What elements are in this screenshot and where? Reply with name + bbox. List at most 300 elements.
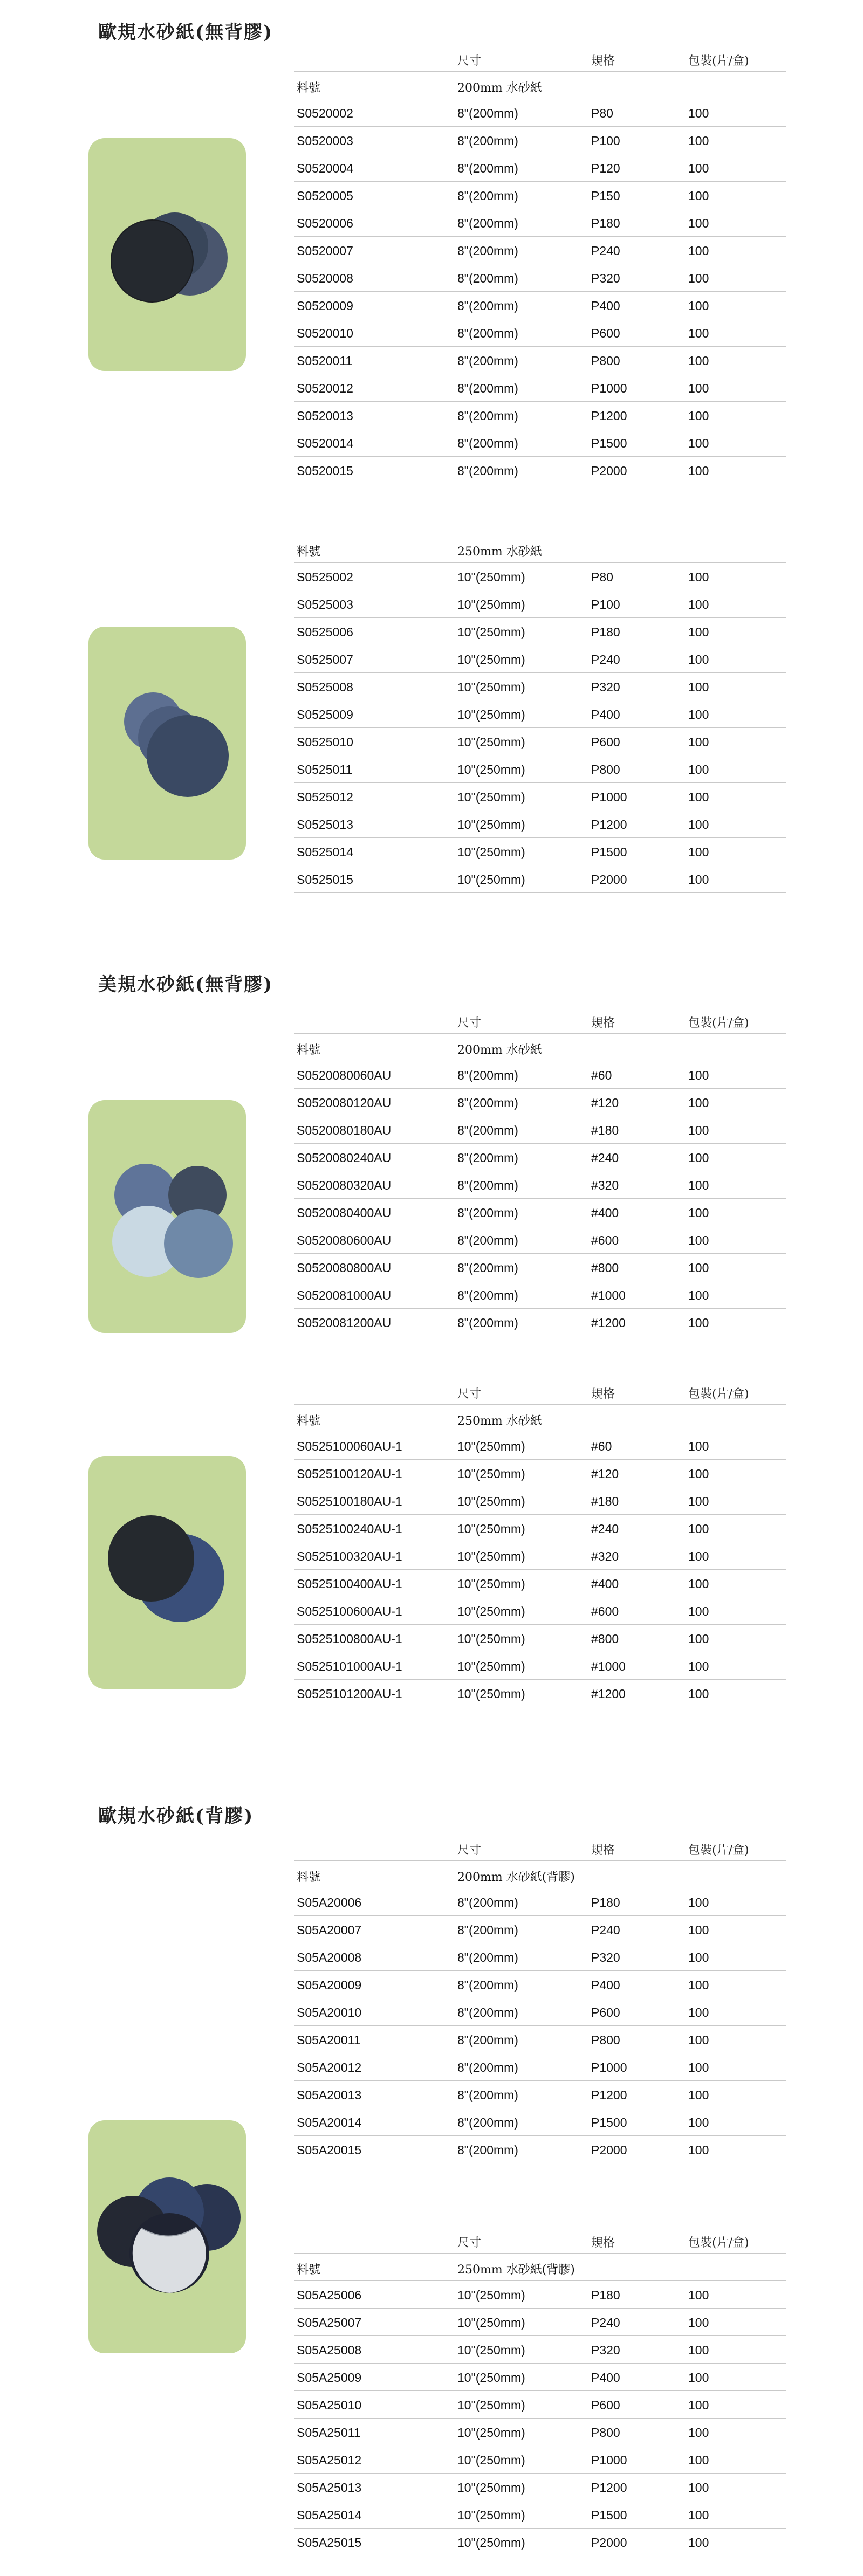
part-number: S0520081200AU bbox=[297, 1316, 392, 1330]
part-number-label: 料號 bbox=[297, 1414, 321, 1428]
table-label-row bbox=[294, 1404, 786, 1432]
part-number: S0520080400AU bbox=[297, 1206, 392, 1220]
pack-qty: 100 bbox=[688, 735, 709, 749]
grit: P1200 bbox=[591, 2481, 627, 2495]
grit: P600 bbox=[591, 2005, 620, 2019]
grit: P400 bbox=[591, 299, 620, 313]
size: 8"(200mm) bbox=[457, 244, 518, 258]
part-number: S0525100800AU-1 bbox=[297, 1632, 402, 1646]
grit: P320 bbox=[591, 2343, 620, 2357]
table-row bbox=[294, 99, 786, 127]
grit: P1000 bbox=[591, 381, 627, 395]
part-number: S05A20010 bbox=[297, 2005, 362, 2019]
pack-qty: 100 bbox=[688, 1178, 709, 1192]
pack-qty: 100 bbox=[688, 2508, 709, 2522]
table-row bbox=[294, 1487, 786, 1515]
size: 8"(200mm) bbox=[457, 106, 518, 120]
size: 10"(250mm) bbox=[457, 707, 525, 722]
size: 8"(200mm) bbox=[457, 464, 518, 478]
part-number: S0520004 bbox=[297, 161, 353, 175]
part-number: S0525008 bbox=[297, 680, 353, 694]
table-row bbox=[294, 728, 786, 755]
pack-qty: 100 bbox=[688, 1206, 709, 1220]
grit: P180 bbox=[591, 625, 620, 639]
part-number-label: 料號 bbox=[297, 545, 321, 559]
part-number: S05A25006 bbox=[297, 2288, 362, 2302]
part-number: S0525100600AU-1 bbox=[297, 1604, 402, 1618]
pack-qty: 100 bbox=[688, 244, 709, 258]
part-number: S05A25012 bbox=[297, 2453, 362, 2467]
part-number: S0525100400AU-1 bbox=[297, 1577, 402, 1591]
grit: P800 bbox=[591, 763, 620, 777]
table-body bbox=[294, 1860, 786, 2163]
grit: P180 bbox=[591, 2288, 620, 2302]
size: 10"(250mm) bbox=[457, 652, 525, 667]
size: 10"(250mm) bbox=[457, 2508, 525, 2522]
grit: #60 bbox=[591, 1068, 612, 1082]
part-number: S0525014 bbox=[297, 845, 353, 859]
pack-qty: 100 bbox=[688, 1978, 709, 1992]
pack-qty: 100 bbox=[688, 134, 709, 148]
grit: P600 bbox=[591, 326, 620, 340]
part-number: S0520005 bbox=[297, 189, 353, 203]
grit: P320 bbox=[591, 271, 620, 285]
table-row bbox=[294, 402, 786, 429]
size: 8"(200mm) bbox=[457, 189, 518, 203]
size-category-label: 200mm 水砂紙 bbox=[457, 1043, 542, 1057]
grit: #400 bbox=[591, 1206, 619, 1220]
pack-qty: 100 bbox=[688, 1659, 709, 1673]
pack-qty: 100 bbox=[688, 1261, 709, 1275]
pack-qty: 100 bbox=[688, 2536, 709, 2550]
table-row bbox=[294, 590, 786, 618]
part-number: S0525101200AU-1 bbox=[297, 1687, 402, 1701]
part-number-label: 料號 bbox=[297, 81, 321, 95]
part-number: S0525012 bbox=[297, 790, 353, 804]
pack-qty: 100 bbox=[688, 2481, 709, 2495]
grit: #600 bbox=[591, 1604, 619, 1618]
size: 10"(250mm) bbox=[457, 1522, 525, 1536]
table-row bbox=[294, 645, 786, 673]
table-header-row bbox=[294, 1377, 786, 1404]
pack-qty: 100 bbox=[688, 2288, 709, 2302]
size: 8"(200mm) bbox=[457, 1950, 518, 1964]
size: 8"(200mm) bbox=[457, 409, 518, 423]
grit: P150 bbox=[591, 189, 620, 203]
size: 8"(200mm) bbox=[457, 161, 518, 175]
table-row bbox=[294, 127, 786, 154]
grit: #600 bbox=[591, 1233, 619, 1247]
part-number: S0525010 bbox=[297, 735, 353, 749]
size: 8"(200mm) bbox=[457, 326, 518, 340]
grit: #320 bbox=[591, 1178, 619, 1192]
size: 10"(250mm) bbox=[457, 763, 525, 777]
table-row bbox=[294, 2108, 786, 2136]
table-row bbox=[294, 347, 786, 374]
table-header-row bbox=[294, 44, 786, 71]
table-row bbox=[294, 1597, 786, 1625]
part-number: S0520080600AU bbox=[297, 1233, 392, 1247]
size: 8"(200mm) bbox=[457, 1178, 518, 1192]
section-title-us-no-adhesive: 美規水砂紙(無背膠) bbox=[98, 974, 273, 995]
pack-qty: 100 bbox=[688, 1687, 709, 1701]
grit: P1500 bbox=[591, 2115, 627, 2130]
size-category-label: 250mm 水砂紙(背膠) bbox=[457, 2263, 575, 2277]
part-number: S0520011 bbox=[297, 354, 353, 368]
part-number: S0520003 bbox=[297, 134, 353, 148]
size: 10"(250mm) bbox=[457, 2371, 525, 2385]
size: 8"(200mm) bbox=[457, 299, 518, 313]
pack-qty: 100 bbox=[688, 2033, 709, 2047]
table-body bbox=[294, 71, 786, 484]
header-size: 尺寸 bbox=[457, 1387, 482, 1401]
part-number: S0525100320AU-1 bbox=[297, 1549, 402, 1563]
part-number: S05A25009 bbox=[297, 2371, 362, 2385]
part-number: S0525100180AU-1 bbox=[297, 1494, 402, 1508]
size: 8"(200mm) bbox=[457, 216, 518, 230]
part-number-label: 料號 bbox=[297, 1043, 321, 1057]
pack-qty: 100 bbox=[688, 1233, 709, 1247]
table-row bbox=[294, 1061, 786, 1089]
part-number: S0520007 bbox=[297, 244, 353, 258]
part-number: S0525015 bbox=[297, 873, 353, 887]
spec-table-eu-adhesive-250mm bbox=[294, 2226, 786, 2556]
size: 10"(250mm) bbox=[457, 1659, 525, 1673]
table-label-row bbox=[294, 535, 786, 563]
size: 8"(200mm) bbox=[457, 2115, 518, 2130]
table-row bbox=[294, 1309, 786, 1336]
table-row bbox=[294, 182, 786, 209]
spec-table-eu-200mm bbox=[294, 44, 786, 484]
table-row bbox=[294, 264, 786, 292]
size: 8"(200mm) bbox=[457, 134, 518, 148]
grit: #180 bbox=[591, 1123, 619, 1137]
grit: #800 bbox=[591, 1261, 619, 1275]
pack-qty: 100 bbox=[688, 652, 709, 667]
pack-qty: 100 bbox=[688, 1096, 709, 1110]
size: 10"(250mm) bbox=[457, 1632, 525, 1646]
pack-qty: 100 bbox=[688, 2453, 709, 2467]
product-image-eu-250mm bbox=[88, 627, 246, 860]
table-label-row bbox=[294, 1860, 786, 1888]
part-number: S0520012 bbox=[297, 381, 353, 395]
table-body bbox=[294, 1404, 786, 1707]
size: 10"(250mm) bbox=[457, 2536, 525, 2550]
table-row bbox=[294, 374, 786, 402]
table-row bbox=[294, 1171, 786, 1199]
header-spec: 規格 bbox=[591, 1844, 615, 1857]
table-row bbox=[294, 2446, 786, 2474]
grit: P320 bbox=[591, 680, 620, 694]
table-row bbox=[294, 1089, 786, 1116]
table-row bbox=[294, 2391, 786, 2419]
part-number: S05A20015 bbox=[297, 2143, 362, 2157]
part-number: S0520081000AU bbox=[297, 1288, 392, 1302]
spec-table-us-200mm bbox=[294, 1006, 786, 1336]
table-label-row bbox=[294, 71, 786, 99]
size: 10"(250mm) bbox=[457, 1604, 525, 1618]
spec-table-us-250mm bbox=[294, 1377, 786, 1707]
pack-qty: 100 bbox=[688, 1151, 709, 1165]
pack-qty: 100 bbox=[688, 2343, 709, 2357]
part-number: S0520010 bbox=[297, 326, 353, 340]
table-header-row bbox=[294, 2226, 786, 2253]
pack-qty: 100 bbox=[688, 464, 709, 478]
header-pack: 包裝(片/盒) bbox=[688, 54, 749, 68]
grit: #120 bbox=[591, 1467, 619, 1481]
size: 10"(250mm) bbox=[457, 2343, 525, 2357]
grit: P1200 bbox=[591, 2088, 627, 2102]
size: 10"(250mm) bbox=[457, 818, 525, 832]
part-number: S0525100240AU-1 bbox=[297, 1522, 402, 1536]
table-row bbox=[294, 2419, 786, 2446]
part-number: S0520080240AU bbox=[297, 1151, 392, 1165]
part-number: S05A25014 bbox=[297, 2508, 362, 2522]
grit: P180 bbox=[591, 1895, 620, 1909]
size: 10"(250mm) bbox=[457, 2316, 525, 2330]
table-row bbox=[294, 2081, 786, 2108]
part-number: S05A25015 bbox=[297, 2536, 362, 2550]
table-row bbox=[294, 237, 786, 264]
table-row bbox=[294, 2281, 786, 2309]
table-label-row bbox=[294, 1033, 786, 1061]
table-row bbox=[294, 1199, 786, 1226]
spec-table-eu-250mm bbox=[294, 535, 786, 893]
size: 10"(250mm) bbox=[457, 873, 525, 887]
size-category-label: 200mm 水砂紙 bbox=[457, 81, 542, 95]
pack-qty: 100 bbox=[688, 597, 709, 612]
pack-qty: 100 bbox=[688, 161, 709, 175]
header-size: 尺寸 bbox=[457, 2236, 482, 2250]
part-number: S0520080180AU bbox=[297, 1123, 392, 1137]
table-row bbox=[294, 755, 786, 783]
part-number: S05A25008 bbox=[297, 2343, 362, 2357]
pack-qty: 100 bbox=[688, 680, 709, 694]
part-number: S05A25013 bbox=[297, 2481, 362, 2495]
pack-qty: 100 bbox=[688, 1604, 709, 1618]
size: 10"(250mm) bbox=[457, 1549, 525, 1563]
table-row bbox=[294, 2501, 786, 2529]
pack-qty: 100 bbox=[688, 763, 709, 777]
grit: P2000 bbox=[591, 464, 627, 478]
size: 10"(250mm) bbox=[457, 1687, 525, 1701]
size: 10"(250mm) bbox=[457, 2398, 525, 2412]
table-row bbox=[294, 700, 786, 728]
grit: P80 bbox=[591, 570, 613, 584]
part-number: S0525100120AU-1 bbox=[297, 1467, 402, 1481]
size: 8"(200mm) bbox=[457, 1895, 518, 1909]
grit: #1200 bbox=[591, 1316, 626, 1330]
table-row bbox=[294, 2136, 786, 2163]
table-row bbox=[294, 1652, 786, 1680]
grit: P240 bbox=[591, 2316, 620, 2330]
table-row bbox=[294, 1460, 786, 1487]
table-row bbox=[294, 2053, 786, 2081]
table-row bbox=[294, 1116, 786, 1144]
grit: #320 bbox=[591, 1549, 619, 1563]
grit: #1000 bbox=[591, 1288, 626, 1302]
table-row bbox=[294, 1943, 786, 1971]
pack-qty: 100 bbox=[688, 1577, 709, 1591]
size: 10"(250mm) bbox=[457, 570, 525, 584]
size: 8"(200mm) bbox=[457, 1923, 518, 1937]
grit: #60 bbox=[591, 1439, 612, 1453]
table-row bbox=[294, 563, 786, 590]
part-number: S0520015 bbox=[297, 464, 353, 478]
table-row bbox=[294, 865, 786, 893]
table-body bbox=[294, 535, 786, 893]
pack-qty: 100 bbox=[688, 1950, 709, 1964]
part-number: S05A25007 bbox=[297, 2316, 362, 2330]
pack-qty: 100 bbox=[688, 1549, 709, 1563]
header-pack: 包裝(片/盒) bbox=[688, 1844, 749, 1857]
part-number: S05A20012 bbox=[297, 2060, 362, 2074]
grit: P800 bbox=[591, 354, 620, 368]
size: 8"(200mm) bbox=[457, 354, 518, 368]
table-row bbox=[294, 209, 786, 237]
header-size: 尺寸 bbox=[457, 54, 482, 68]
table-row bbox=[294, 2364, 786, 2391]
table-row bbox=[294, 1144, 786, 1171]
size-category-label: 250mm 水砂紙 bbox=[457, 545, 542, 559]
grit: P240 bbox=[591, 244, 620, 258]
pack-qty: 100 bbox=[688, 2143, 709, 2157]
table-row bbox=[294, 1570, 786, 1597]
pack-qty: 100 bbox=[688, 1522, 709, 1536]
pack-qty: 100 bbox=[688, 189, 709, 203]
part-number: S05A25011 bbox=[297, 2426, 361, 2440]
part-number: S0525009 bbox=[297, 707, 353, 722]
grit: P400 bbox=[591, 707, 620, 722]
size: 8"(200mm) bbox=[457, 2143, 518, 2157]
pack-qty: 100 bbox=[688, 1467, 709, 1481]
pack-qty: 100 bbox=[688, 1439, 709, 1453]
part-number: S0525007 bbox=[297, 652, 353, 667]
part-number: S0525006 bbox=[297, 625, 353, 639]
table-header-row bbox=[294, 1833, 786, 1860]
pack-qty: 100 bbox=[688, 354, 709, 368]
part-number: S05A20014 bbox=[297, 2115, 362, 2130]
grit: P2000 bbox=[591, 873, 627, 887]
grit: P1500 bbox=[591, 845, 627, 859]
part-number: S0520009 bbox=[297, 299, 353, 313]
grit: P1500 bbox=[591, 436, 627, 450]
size: 10"(250mm) bbox=[457, 1467, 525, 1481]
pack-qty: 100 bbox=[688, 299, 709, 313]
pack-qty: 100 bbox=[688, 790, 709, 804]
part-number: S0520080320AU bbox=[297, 1178, 392, 1192]
header-spec: 規格 bbox=[591, 1387, 615, 1401]
part-number: S0520080060AU bbox=[297, 1068, 392, 1082]
grit: P800 bbox=[591, 2033, 620, 2047]
size: 10"(250mm) bbox=[457, 2481, 525, 2495]
part-number: S0525100060AU-1 bbox=[297, 1439, 402, 1453]
part-number-label: 料號 bbox=[297, 1871, 321, 1884]
grit: P120 bbox=[591, 161, 620, 175]
pack-qty: 100 bbox=[688, 2426, 709, 2440]
table-row bbox=[294, 457, 786, 484]
table-row bbox=[294, 1971, 786, 1998]
table-row bbox=[294, 1432, 786, 1460]
size: 8"(200mm) bbox=[457, 1978, 518, 1992]
part-number: S05A20007 bbox=[297, 1923, 362, 1937]
pack-qty: 100 bbox=[688, 1923, 709, 1937]
table-row bbox=[294, 783, 786, 810]
pack-qty: 100 bbox=[688, 1123, 709, 1137]
table-label-row bbox=[294, 2253, 786, 2281]
size: 8"(200mm) bbox=[457, 2060, 518, 2074]
size: 10"(250mm) bbox=[457, 625, 525, 639]
pack-qty: 100 bbox=[688, 106, 709, 120]
grit: P400 bbox=[591, 2371, 620, 2385]
table-row bbox=[294, 292, 786, 319]
pack-qty: 100 bbox=[688, 2398, 709, 2412]
grit: P1200 bbox=[591, 409, 627, 423]
pack-qty: 100 bbox=[688, 1895, 709, 1909]
size: 8"(200mm) bbox=[457, 1096, 518, 1110]
table-row bbox=[294, 2026, 786, 2053]
table-row bbox=[294, 1625, 786, 1652]
grit: P400 bbox=[591, 1978, 620, 1992]
part-number: S05A20011 bbox=[297, 2033, 361, 2047]
header-pack: 包裝(片/盒) bbox=[688, 1016, 749, 1030]
part-number: S0525002 bbox=[297, 570, 353, 584]
size: 10"(250mm) bbox=[457, 1577, 525, 1591]
part-number: S0525013 bbox=[297, 818, 353, 832]
product-image-us-200mm bbox=[88, 1100, 246, 1333]
size: 8"(200mm) bbox=[457, 2033, 518, 2047]
grit: #120 bbox=[591, 1096, 619, 1110]
product-image-eu-adhesive bbox=[88, 2120, 246, 2353]
table-row bbox=[294, 1916, 786, 1943]
header-size: 尺寸 bbox=[457, 1016, 482, 1030]
size: 10"(250mm) bbox=[457, 2453, 525, 2467]
pack-qty: 100 bbox=[688, 1068, 709, 1082]
table-body bbox=[294, 2253, 786, 2556]
grit: P80 bbox=[591, 106, 613, 120]
part-number: S05A20013 bbox=[297, 2088, 362, 2102]
section-title-eu-adhesive: 歐規水砂紙(背膠) bbox=[98, 1805, 254, 1827]
part-number: S0520080800AU bbox=[297, 1261, 392, 1275]
grit: #1000 bbox=[591, 1659, 626, 1673]
pack-qty: 100 bbox=[688, 2088, 709, 2102]
size: 10"(250mm) bbox=[457, 735, 525, 749]
table-row bbox=[294, 429, 786, 457]
grit: #240 bbox=[591, 1151, 619, 1165]
size: 10"(250mm) bbox=[457, 680, 525, 694]
table-row bbox=[294, 1281, 786, 1309]
pack-qty: 100 bbox=[688, 216, 709, 230]
grit: P240 bbox=[591, 652, 620, 667]
grit: #800 bbox=[591, 1632, 619, 1646]
part-number: S05A20009 bbox=[297, 1978, 362, 1992]
table-row bbox=[294, 1226, 786, 1254]
part-number: S0525011 bbox=[297, 763, 353, 777]
product-image-eu-200mm bbox=[88, 138, 246, 371]
grit: P600 bbox=[591, 2398, 620, 2412]
table-row bbox=[294, 1515, 786, 1542]
size: 8"(200mm) bbox=[457, 1233, 518, 1247]
size-category-label: 200mm 水砂紙(背膠) bbox=[457, 1871, 575, 1884]
part-number: S0520006 bbox=[297, 216, 353, 230]
part-number: S05A25010 bbox=[297, 2398, 362, 2412]
grit: #240 bbox=[591, 1522, 619, 1536]
part-number: S0525003 bbox=[297, 597, 353, 612]
pack-qty: 100 bbox=[688, 818, 709, 832]
grit: P600 bbox=[591, 735, 620, 749]
part-number: S0520080120AU bbox=[297, 1096, 392, 1110]
size: 8"(200mm) bbox=[457, 2005, 518, 2019]
